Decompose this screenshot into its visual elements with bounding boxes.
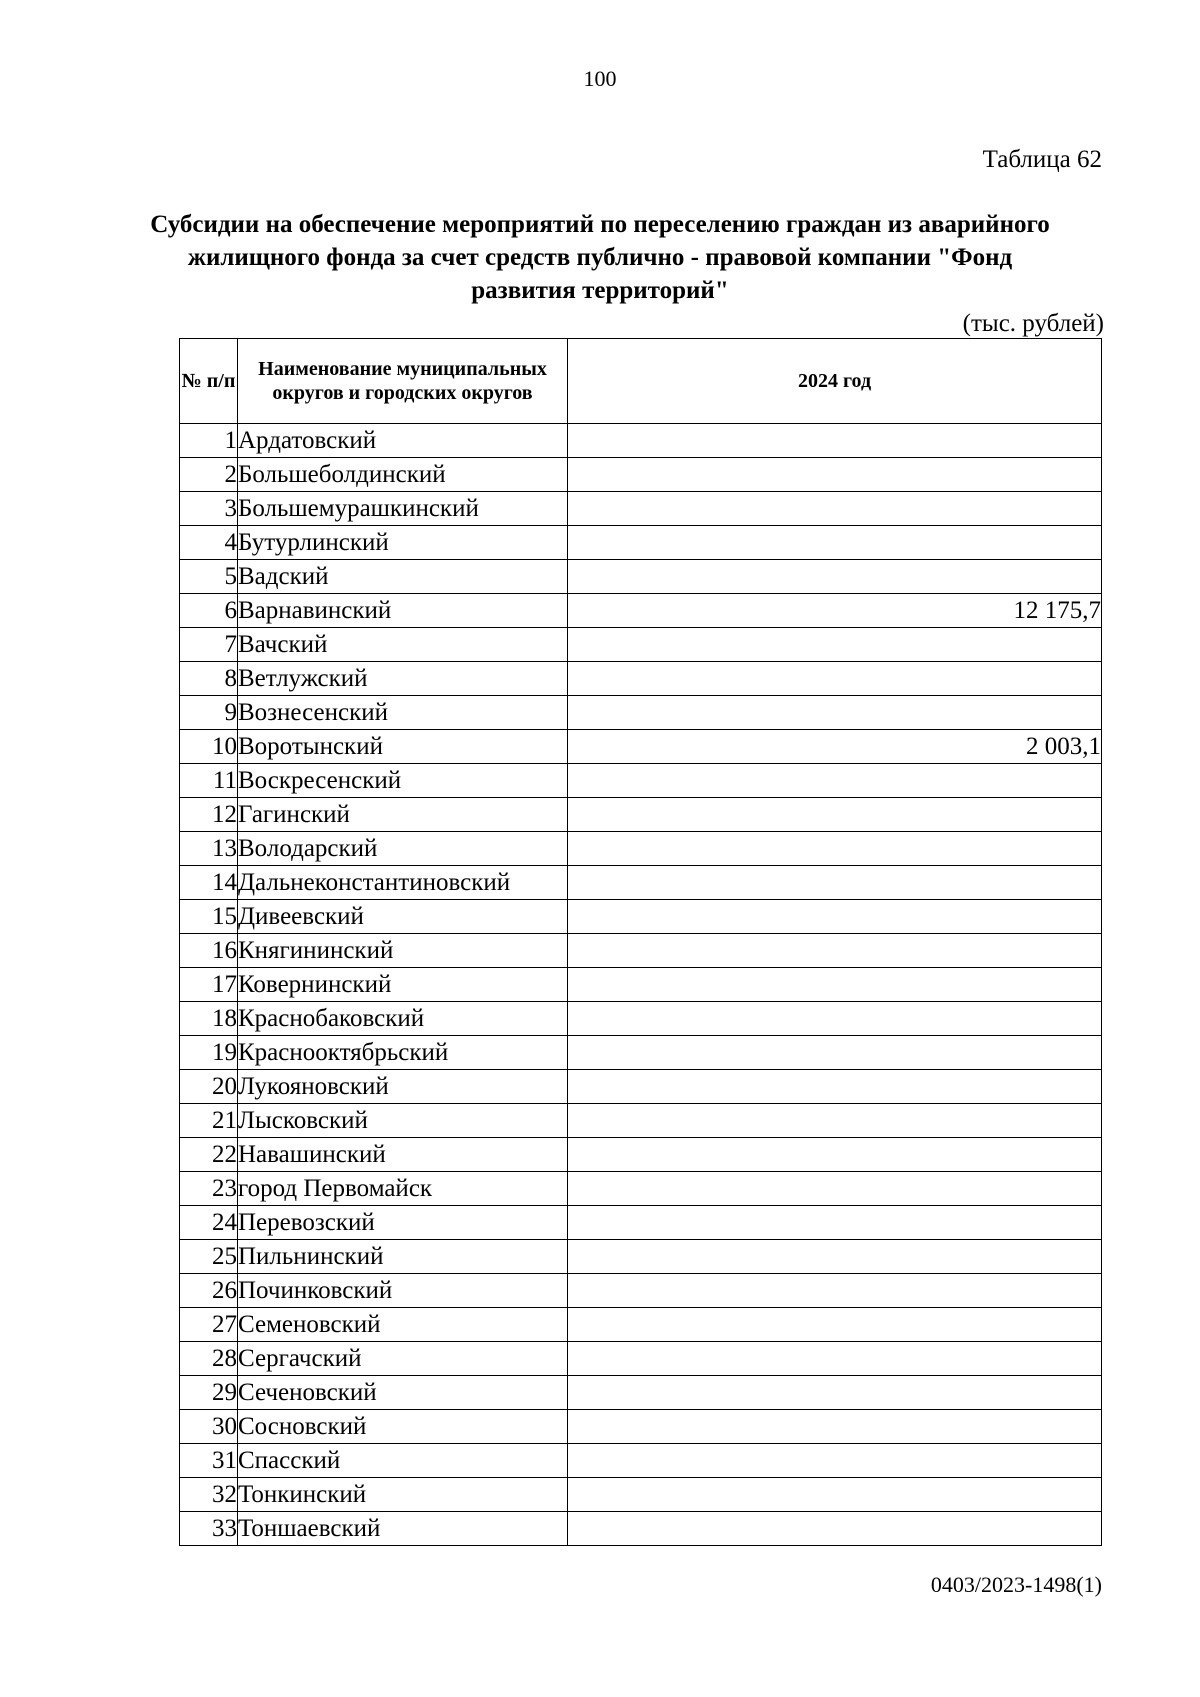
header-name: Наименование муниципальных округов и городских округов	[238, 339, 568, 424]
table-row	[180, 1172, 1102, 1206]
row-name: Спасский	[238, 1444, 568, 1478]
row-number: 26	[180, 1274, 238, 1308]
row-value	[568, 1206, 1102, 1240]
table-row	[180, 696, 1102, 730]
row-value	[568, 1342, 1102, 1376]
row-number: 31	[180, 1444, 238, 1478]
row-value	[568, 764, 1102, 798]
table-row	[180, 866, 1102, 900]
table-row	[180, 764, 1102, 798]
row-name: Вачский	[238, 628, 568, 662]
row-value	[568, 1138, 1102, 1172]
document-code: 0403/2023-1498(1)	[930, 1572, 1102, 1597]
row-number: 7	[180, 628, 238, 662]
row-name: Вадский	[238, 560, 568, 594]
row-number: 8	[180, 662, 238, 696]
row-number: 16	[180, 934, 238, 968]
table-row	[180, 1104, 1102, 1138]
row-name: Краснооктябрьский	[238, 1036, 568, 1070]
row-number: 13	[180, 832, 238, 866]
row-number: 25	[180, 1240, 238, 1274]
row-name: Бутурлинский	[238, 526, 568, 560]
row-name: город Первомайск	[238, 1172, 568, 1206]
row-value	[568, 1240, 1102, 1274]
row-name: Варнавинский	[238, 594, 568, 628]
row-name: Семеновский	[238, 1308, 568, 1342]
row-number: 1	[180, 424, 238, 458]
row-value	[568, 1410, 1102, 1444]
row-number: 17	[180, 968, 238, 1002]
row-number: 30	[180, 1410, 238, 1444]
table-row	[180, 594, 1102, 628]
table-row	[180, 1002, 1102, 1036]
subsidies-table	[179, 338, 1102, 1546]
row-value	[568, 1308, 1102, 1342]
row-number: 22	[180, 1138, 238, 1172]
row-name: Перевозский	[238, 1206, 568, 1240]
row-name: Дальнеконстантиновский	[238, 866, 568, 900]
row-name: Гагинский	[238, 798, 568, 832]
row-value	[568, 1512, 1102, 1546]
table-row	[180, 1138, 1102, 1172]
table-row	[180, 628, 1102, 662]
row-name: Большемурашкинский	[238, 492, 568, 526]
row-number: 6	[180, 594, 238, 628]
row-number: 32	[180, 1478, 238, 1512]
row-value	[568, 526, 1102, 560]
row-number: 5	[180, 560, 238, 594]
row-value	[568, 1104, 1102, 1138]
row-name: Вознесенский	[238, 696, 568, 730]
table-row	[180, 560, 1102, 594]
table-row	[180, 1410, 1102, 1444]
table-row	[180, 900, 1102, 934]
row-name: Лукояновский	[238, 1070, 568, 1104]
table-row	[180, 1478, 1102, 1512]
table-row	[180, 798, 1102, 832]
row-value	[568, 1036, 1102, 1070]
row-number: 4	[180, 526, 238, 560]
row-number: 10	[180, 730, 238, 764]
units-label: (тыс. рублей)	[962, 310, 1104, 337]
row-number: 15	[180, 900, 238, 934]
row-name: Ветлужский	[238, 662, 568, 696]
row-name: Воротынский	[238, 730, 568, 764]
row-name: Княгининский	[238, 934, 568, 968]
row-name: Ардатовский	[238, 424, 568, 458]
row-name: Сергачский	[238, 1342, 568, 1376]
row-number: 21	[180, 1104, 238, 1138]
row-number: 33	[180, 1512, 238, 1546]
row-number: 27	[180, 1308, 238, 1342]
row-value	[568, 866, 1102, 900]
row-name: Сосновский	[238, 1410, 568, 1444]
table-row	[180, 1206, 1102, 1240]
row-number: 3	[180, 492, 238, 526]
header-number: № п/п	[180, 339, 238, 424]
table-caption: Таблица 62	[982, 146, 1102, 173]
table-row	[180, 1274, 1102, 1308]
table-row	[180, 1308, 1102, 1342]
row-number: 29	[180, 1376, 238, 1410]
table-row	[180, 1512, 1102, 1546]
row-number: 28	[180, 1342, 238, 1376]
table-row	[180, 1240, 1102, 1274]
row-name: Тоншаевский	[238, 1512, 568, 1546]
table-row	[180, 662, 1102, 696]
row-value	[568, 696, 1102, 730]
row-name: Воскресенский	[238, 764, 568, 798]
row-number: 20	[180, 1070, 238, 1104]
table-row	[180, 832, 1102, 866]
header-value: 2024 год	[568, 339, 1102, 424]
table-row	[180, 458, 1102, 492]
table-row	[180, 1342, 1102, 1376]
row-value	[568, 458, 1102, 492]
row-name: Володарский	[238, 832, 568, 866]
row-value	[568, 662, 1102, 696]
row-value	[568, 832, 1102, 866]
row-name: Навашинский	[238, 1138, 568, 1172]
row-number: 12	[180, 798, 238, 832]
table-row	[180, 1444, 1102, 1478]
table-row	[180, 968, 1102, 1002]
row-value	[568, 560, 1102, 594]
row-name: Ковернинский	[238, 968, 568, 1002]
row-name: Тонкинский	[238, 1478, 568, 1512]
row-name: Большеболдинский	[238, 458, 568, 492]
table-header-row	[180, 339, 1102, 424]
row-value	[568, 628, 1102, 662]
row-name: Лысковский	[238, 1104, 568, 1138]
row-number: 18	[180, 1002, 238, 1036]
row-name: Дивеевский	[238, 900, 568, 934]
table-row	[180, 730, 1102, 764]
row-name: Краснобаковский	[238, 1002, 568, 1036]
row-value	[568, 1478, 1102, 1512]
row-name: Сеченовский	[238, 1376, 568, 1410]
table-row	[180, 1376, 1102, 1410]
row-number: 11	[180, 764, 238, 798]
table-row	[180, 424, 1102, 458]
document-title: Субсидии на обеспечение мероприятий по переселению граждан из аварийного жилищного фонда за счет средств публично - правовой компании "Фонд развития территорий"	[150, 211, 1050, 304]
row-value	[568, 1002, 1102, 1036]
row-number: 23	[180, 1172, 238, 1206]
row-value	[568, 900, 1102, 934]
row-name: Починковский	[238, 1274, 568, 1308]
row-value	[568, 798, 1102, 832]
row-value	[568, 1070, 1102, 1104]
row-value	[568, 1444, 1102, 1478]
row-number: 14	[180, 866, 238, 900]
row-value	[568, 1274, 1102, 1308]
table-row	[180, 1036, 1102, 1070]
table-row	[180, 1070, 1102, 1104]
row-value	[568, 424, 1102, 458]
table-row	[180, 934, 1102, 968]
row-value	[568, 492, 1102, 526]
table-body	[180, 424, 1102, 1546]
row-value: 2 003,1	[568, 730, 1102, 764]
row-number: 19	[180, 1036, 238, 1070]
row-number: 2	[180, 458, 238, 492]
row-value	[568, 934, 1102, 968]
row-value: 12 175,7	[568, 594, 1102, 628]
table-row	[180, 492, 1102, 526]
table-row	[180, 526, 1102, 560]
page-number: 100	[583, 66, 617, 91]
row-value	[568, 1172, 1102, 1206]
row-value	[568, 968, 1102, 1002]
row-name: Пильнинский	[238, 1240, 568, 1274]
row-number: 24	[180, 1206, 238, 1240]
row-value	[568, 1376, 1102, 1410]
row-number: 9	[180, 696, 238, 730]
